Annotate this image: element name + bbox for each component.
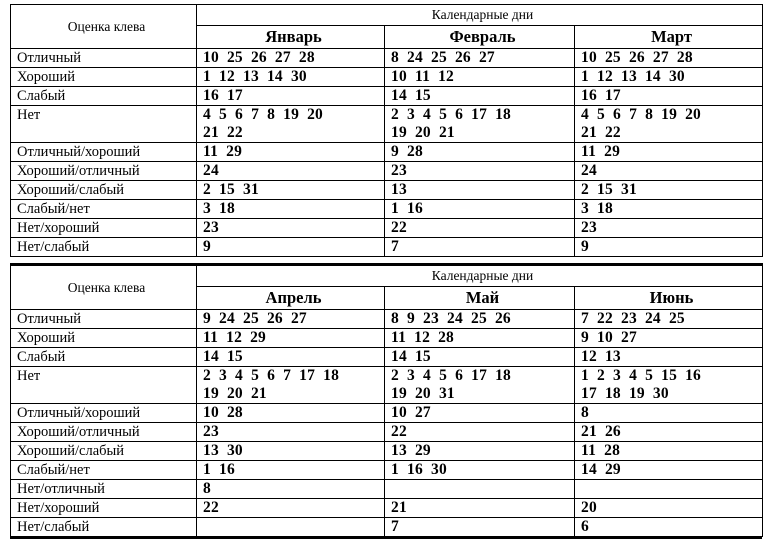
- day-list: 10 28: [197, 404, 385, 423]
- rating-label: Хороший: [11, 329, 197, 348]
- day-list: [575, 480, 763, 499]
- day-list: 7: [385, 518, 575, 537]
- rating-label: Отличный/хороший: [11, 143, 197, 162]
- day-list: 7: [385, 238, 575, 257]
- bottom-rule: [10, 536, 762, 539]
- month-header: Май: [385, 287, 575, 310]
- day-list: 1 16 30: [385, 461, 575, 480]
- day-list: 21 26: [575, 423, 763, 442]
- day-list: 12 13: [575, 348, 763, 367]
- day-list: 13 30: [197, 442, 385, 461]
- day-list: 9: [197, 238, 385, 257]
- table-row: [11, 404, 763, 423]
- day-list: 16 17: [575, 87, 763, 106]
- day-list: 23: [197, 219, 385, 238]
- day-list: 9 10 27: [575, 329, 763, 348]
- day-list: 1 12 13 14 30: [575, 68, 763, 87]
- month-header: Март: [575, 26, 763, 49]
- day-list: 8 9 23 24 25 26: [385, 310, 575, 329]
- day-list: 4 5 6 7 8 19 20 21 22: [197, 106, 385, 143]
- rating-label: Отличный: [11, 49, 197, 68]
- table-row: [11, 499, 763, 518]
- day-list: 11 28: [575, 442, 763, 461]
- rating-label: Хороший/отличный: [11, 423, 197, 442]
- rating-label: Отличный: [11, 310, 197, 329]
- day-list: 24: [197, 162, 385, 181]
- rating-label: Хороший/слабый: [11, 442, 197, 461]
- day-list: 8 24 25 26 27: [385, 49, 575, 68]
- header-row: [11, 265, 763, 287]
- table-row: [11, 461, 763, 480]
- day-list: 3 18: [575, 200, 763, 219]
- day-list: 10 25 26 27 28: [575, 49, 763, 68]
- rating-label: Нет/слабый: [11, 518, 197, 537]
- day-list: 23: [385, 162, 575, 181]
- day-list: 10 27: [385, 404, 575, 423]
- day-list: 13: [385, 181, 575, 200]
- day-list: 14 29: [575, 461, 763, 480]
- day-list: 6: [575, 518, 763, 537]
- day-list: 22: [197, 499, 385, 518]
- rating-label: Нет: [11, 367, 197, 404]
- day-list: 1 12 13 14 30: [197, 68, 385, 87]
- table-row: [11, 423, 763, 442]
- table-row: [11, 329, 763, 348]
- table-row: [11, 480, 763, 499]
- day-list: 9: [575, 238, 763, 257]
- day-list: 2 15 31: [197, 181, 385, 200]
- table-row: [11, 106, 763, 143]
- day-list: 23: [197, 423, 385, 442]
- rating-label: Нет/хороший: [11, 219, 197, 238]
- day-list: [385, 480, 575, 499]
- day-list: [197, 518, 385, 537]
- rating-label: Нет/отличный: [11, 480, 197, 499]
- table-row: [11, 219, 763, 238]
- table-row: [11, 181, 763, 200]
- table-row: [11, 367, 763, 404]
- month-header: Июнь: [575, 287, 763, 310]
- table-row: [11, 68, 763, 87]
- table-row: [11, 87, 763, 106]
- day-list: 1 2 3 4 5 15 16 17 18 19 30: [575, 367, 763, 404]
- day-list: 11 29: [575, 143, 763, 162]
- table-row: [11, 143, 763, 162]
- table-row: [11, 162, 763, 181]
- day-list: 24: [575, 162, 763, 181]
- rating-header: Оценка клева: [11, 5, 197, 49]
- table-row: [11, 348, 763, 367]
- day-list: 11 12 28: [385, 329, 575, 348]
- fishing-table-q2: [10, 263, 763, 537]
- day-list: 2 3 4 5 6 17 18 19 20 31: [385, 367, 575, 404]
- day-list: 21: [385, 499, 575, 518]
- rating-label: Слабый: [11, 348, 197, 367]
- day-list: 13 29: [385, 442, 575, 461]
- day-list: 11 29: [197, 143, 385, 162]
- day-list: 1 16: [385, 200, 575, 219]
- rating-label: Хороший/слабый: [11, 181, 197, 200]
- day-list: 1 16: [197, 461, 385, 480]
- month-header: Февраль: [385, 26, 575, 49]
- day-list: 14 15: [385, 87, 575, 106]
- day-list: 22: [385, 219, 575, 238]
- day-list: 7 22 23 24 25: [575, 310, 763, 329]
- rating-label: Хороший/отличный: [11, 162, 197, 181]
- day-list: 11 12 29: [197, 329, 385, 348]
- rating-label: Слабый/нет: [11, 461, 197, 480]
- table-row: [11, 310, 763, 329]
- rating-label: Нет/слабый: [11, 238, 197, 257]
- table-row: [11, 238, 763, 257]
- rating-header: Оценка клева: [11, 265, 197, 310]
- table-row: [11, 518, 763, 537]
- day-list: 23: [575, 219, 763, 238]
- table-row: [11, 49, 763, 68]
- day-list: 8: [197, 480, 385, 499]
- day-list: 10 25 26 27 28: [197, 49, 385, 68]
- day-list: 10 11 12: [385, 68, 575, 87]
- day-list: 8: [575, 404, 763, 423]
- day-list: 9 28: [385, 143, 575, 162]
- month-header: Январь: [197, 26, 385, 49]
- header-row: [11, 5, 763, 26]
- day-list: 16 17: [197, 87, 385, 106]
- day-list: 2 15 31: [575, 181, 763, 200]
- day-list: 20: [575, 499, 763, 518]
- day-list: 9 24 25 26 27: [197, 310, 385, 329]
- rating-label: Хороший: [11, 68, 197, 87]
- day-list: 2 3 4 5 6 17 18 19 20 21: [385, 106, 575, 143]
- rating-label: Нет: [11, 106, 197, 143]
- day-list: 14 15: [385, 348, 575, 367]
- calendar-days-header: Календарные дни: [197, 5, 763, 26]
- rating-label: Слабый: [11, 87, 197, 106]
- fishing-calendar: [10, 4, 762, 537]
- rating-label: Нет/хороший: [11, 499, 197, 518]
- rating-label: Отличный/хороший: [11, 404, 197, 423]
- fishing-table-q1: [10, 4, 763, 257]
- table-row: [11, 200, 763, 219]
- calendar-days-header: Календарные дни: [197, 265, 763, 287]
- day-list: 22: [385, 423, 575, 442]
- day-list: 4 5 6 7 8 19 20 21 22: [575, 106, 763, 143]
- day-list: 3 18: [197, 200, 385, 219]
- rating-label: Слабый/нет: [11, 200, 197, 219]
- month-header: Апрель: [197, 287, 385, 310]
- table-row: [11, 442, 763, 461]
- day-list: 14 15: [197, 348, 385, 367]
- day-list: 2 3 4 5 6 7 17 18 19 20 21: [197, 367, 385, 404]
